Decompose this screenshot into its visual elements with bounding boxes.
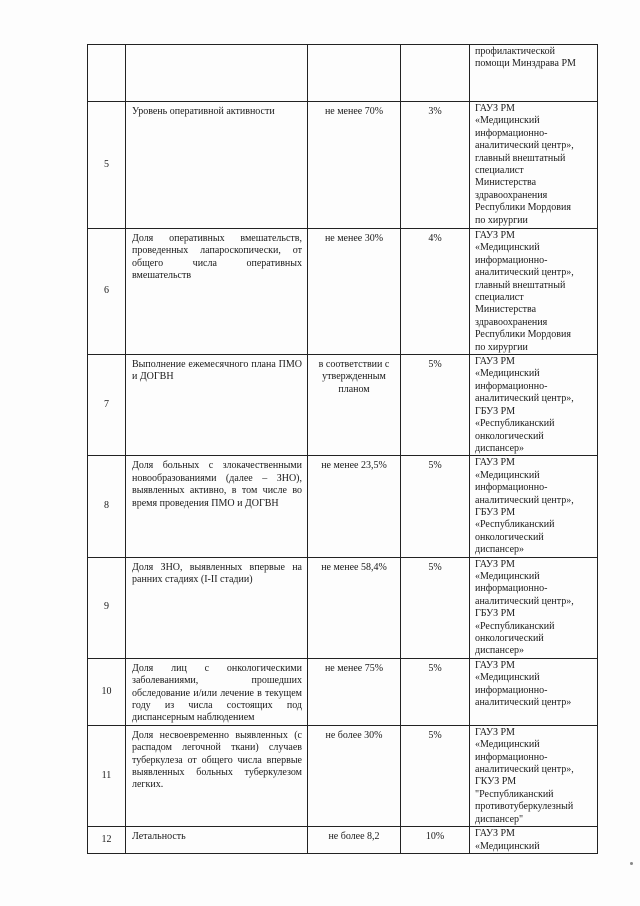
row-number: 6 [88,229,126,355]
indicator-name: Летальность [132,831,186,843]
responsible-org: профилактической помощи Минздрава РМ [475,46,576,70]
table-row [88,557,598,658]
responsible-org: ГАУЗ РМ «Медицинский информационно- аналитический центр», ГБУЗ РМ «Республиканский онкологический диспансер» [475,457,574,556]
scan-speck [630,862,633,865]
indicator-name: Уровень оперативной активности [132,106,275,117]
indicator-name: Доля несвоевременно выявленных (с распадом легочной ткани) случаев туберкулеза от общего числа впервые выявленных больных туберкулезом легких. [132,729,302,791]
table-row [88,827,598,854]
weight-value: 5% [428,662,442,674]
indicators-table [87,44,598,854]
target-value: не более 8,2 [328,831,380,843]
table-row [88,45,598,102]
target-value: не менее 30% [324,233,384,244]
responsible-org: ГАУЗ РМ «Медицинский информационно- аналитический центр», ГБУЗ РМ «Республиканский онкологический диспансер» [475,558,574,657]
table-row [88,355,598,456]
weight-value: 4% [428,233,442,244]
target-value [308,45,400,49]
row-number: 10 [88,658,126,725]
responsible-org: ГАУЗ РМ «Медицинский информационно- аналитический центр», главный внештатный специалист Министерства здравоохранения Республики Мордовия по хирургии [475,230,574,353]
target-value: не более 30% [325,729,383,741]
responsible-org: ГАУЗ РМ «Медицинский информационно- аналитический центр» [475,659,572,709]
responsible-org: ГАУЗ РМ «Медицинский информационно- аналитический центр», главный внештатный специалист Министерства здравоохранения Республики Мордовия по хирургии [475,103,574,226]
target-value: не менее 58,4% [321,561,387,573]
row-number: 5 [88,102,126,229]
weight-value [401,45,469,49]
target-value: не менее 70% [324,106,384,117]
row-number: 7 [88,355,126,456]
indicator-name: Доля больных с злокачественными новообразованиями (далее – ЗНО), выявленных активно, в том числе во время проведения ПМО и ДОГВН [132,460,302,509]
responsible-org: ГАУЗ РМ «Медицинский информационно- аналитический центр», ГБУЗ РМ «Республиканский онкологический диспансер» [475,356,574,454]
weight-value: 5% [428,561,442,573]
table-row [88,229,598,355]
table-row [88,725,598,826]
weight-value: 3% [428,106,442,117]
indicator-name: Доля ЗНО, выявленных впервые на ранних стадиях (I-II стадии) [132,561,302,585]
weight-value: 5% [428,359,442,371]
table-row [88,102,598,229]
row-number: 9 [88,557,126,658]
table-row [88,658,598,725]
target-value: не менее 23,5% [321,460,387,472]
row-number: 12 [88,827,126,854]
indicator-name: Доля оперативных вмешательств, проведенных лапароскопически, от общего числа оперативных вмешательств [132,233,302,282]
indicator-name: Доля лиц с онкологическими заболеваниями, прошедших обследование и/или лечение в текущем году из числа состоящих под диспансерным наблюдением [132,662,302,724]
indicator-name [126,45,307,49]
weight-value: 5% [428,460,442,472]
row-number [88,45,126,102]
row-number: 8 [88,456,126,557]
table-row [88,456,598,557]
weight-value: 5% [428,729,442,741]
indicator-name: Выполнение ежемесячного плана ПМО и ДОГВН [132,359,302,383]
responsible-org: ГАУЗ РМ «Медицинский [475,828,540,852]
target-value: не менее 75% [324,662,384,674]
row-number: 11 [88,725,126,826]
responsible-org: ГАУЗ РМ «Медицинский информационно- аналитический центр», ГКУЗ РМ "Республиканский противотуберкулезный диспансер" [475,726,574,825]
target-value: в соответствии с утвержденным планом [318,359,390,395]
weight-value: 10% [425,831,445,843]
